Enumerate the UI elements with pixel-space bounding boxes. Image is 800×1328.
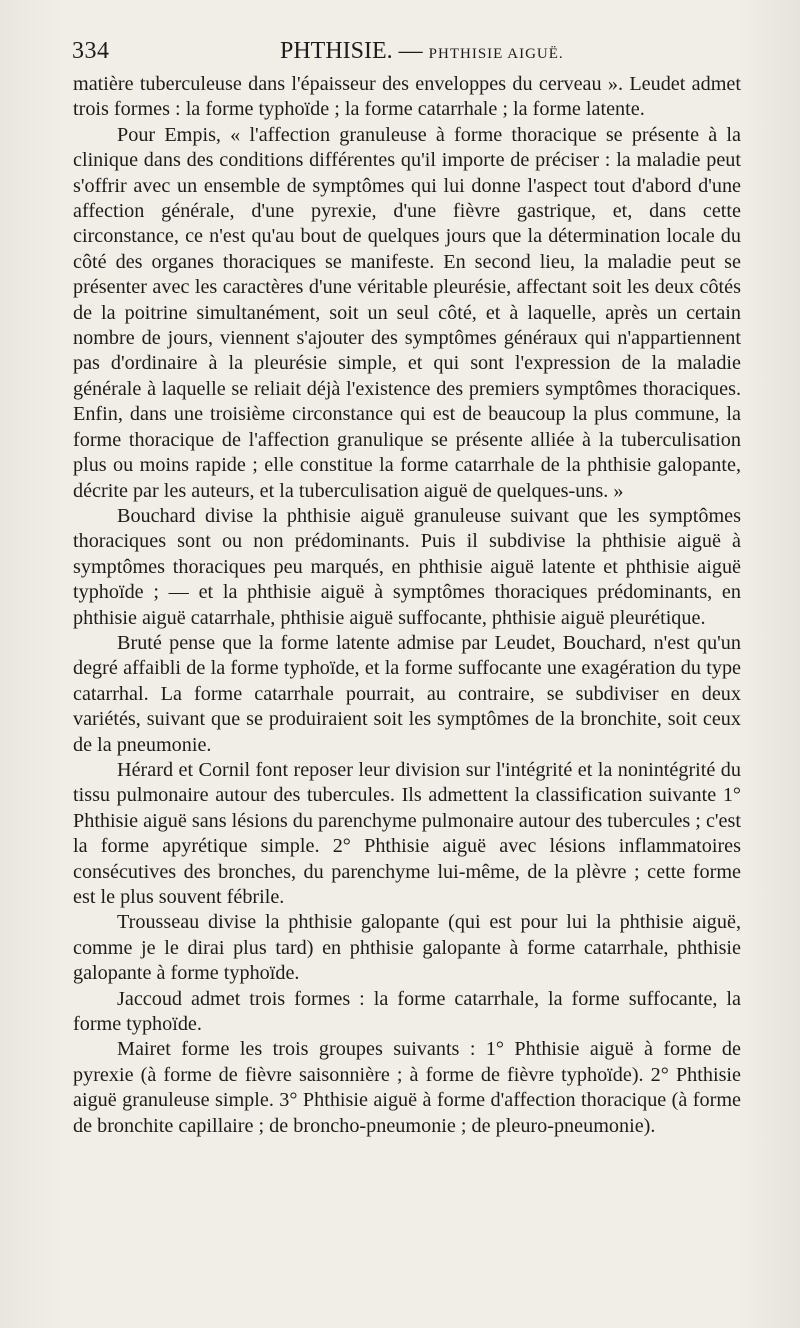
header-subtitle: PHTHISIE AIGUË. bbox=[428, 46, 564, 62]
paragraph-continuation: matière tuberculeuse dans l'épaisseur des enveloppes du cerveau ». Leudet admet trois formes : la forme typhoïde ; la forme catarrhale ; la forme latente. bbox=[73, 73, 741, 121]
paragraph-empis: Pour Empis, « l'affection granuleuse à forme thoracique se présente à la clinique dans des conditions différentes qu'il importe de préciser : la maladie peut s'offrir avec un ensemble de symptômes qui lui donne l'aspect tout d'abord d'une affection générale, d'une pyrexie, d'une fièvre gastrique, et, dans cette circonstance, ce n'est qu'au bout de quelques jours que la détermination locale du côté des organes thoraciques se manifeste. En second lieu, la maladie peut se présenter avec les caractères d'une véritable pleurésie, affectant soit les deux côtés de la poitrine simultanément, soit un seul côté, et à laquelle, après un certain nombre de jours, viennent s'ajouter des symptômes généraux qui n'appartiennent pas d'ordinaire à la pleurésie simple, et qui sont l'expression de la maladie générale à laquelle se reliait déjà l'existence des premiers symptômes thoraciques. Enfin, dans une troisième circonstance qui est de beaucoup la plus commune, la forme thoracique de l'affection granulique se présente alliée à la tuberculisation plus ou moins rapide ; elle constitue la forme catarrhale de la phthisie galopante, décrite par les auteurs, et la tuberculisation aiguë de quelques-uns. » bbox=[73, 123, 741, 502]
paragraph-herard-cornil: Hérard et Cornil font reposer leur division sur l'intégrité et la nonintégrité du tissu pulmonaire autour des tubercules. Ils admettent la classification suivante 1° Phthisie aiguë sans lésions du parenchyme pulmonaire autour des tubercules ; c'est la forme apyrétique simple. 2° Phthisie aiguë avec lésions inflammatoires consécutives des bronches, du parenchyme lui-même, de la plèvre ; cette forme est le plus souvent fébrile. bbox=[73, 758, 741, 908]
running-header bbox=[72, 38, 742, 68]
running-title bbox=[280, 38, 564, 65]
body-text bbox=[73, 72, 741, 1139]
header-title: PHTHISIE. bbox=[280, 38, 393, 64]
header-separator: — bbox=[398, 38, 423, 64]
paragraph-trousseau: Trousseau divise la phthisie galopante (qui est pour lui la phthisie aiguë, comme je le dirai plus tard) en phthisie galopante à forme catarrhale, phthisie galopante à forme typhoïde. bbox=[73, 911, 741, 985]
paragraph-jaccoud: Jaccoud admet trois formes : la forme catarrhale, la forme suffocante, la forme typhoïde. bbox=[73, 987, 741, 1036]
paragraph-bouchard: Bouchard divise la phthisie aiguë granuleuse suivant que les symptômes thoraciques sont ou non prédominants. Puis il subdivise la phthisie aiguë à symptômes thoraciques peu marqués, en phthisie aiguë latente et phthisie aiguë typhoïde ; — et la phthisie aiguë à symptômes thoraciques prédominants, en phthisie aiguë catarrhale, phthisie aiguë suffocante, phthisie aiguë pleurétique. bbox=[73, 504, 741, 629]
paragraph-mairet: Mairet forme les trois groupes suivants : 1° Phthisie aiguë à forme de pyrexie (à forme de fièvre saisonnière ; à forme de fièvre typhoïde). 2° Phthisie aiguë granuleuse simple. 3° Phthisie aiguë à forme d'affection thoracique (à forme de bronchite capillaire ; de broncho-pneumonie ; de pleuro-pneumonie). bbox=[73, 1038, 741, 1137]
page-number: 334 bbox=[72, 38, 110, 64]
paragraph-brute: Bruté pense que la forme latente admise par Leudet, Bouchard, n'est qu'un degré affaibli de la forme typhoïde, et la forme suffocante une exagération du type catarrhal. La forme catarrhale pourrait, au contraire, se subdiviser en deux variétés, suivant que se produiraient soit les symptômes de la bronchite, soit ceux de la pneumonie. bbox=[73, 631, 741, 756]
